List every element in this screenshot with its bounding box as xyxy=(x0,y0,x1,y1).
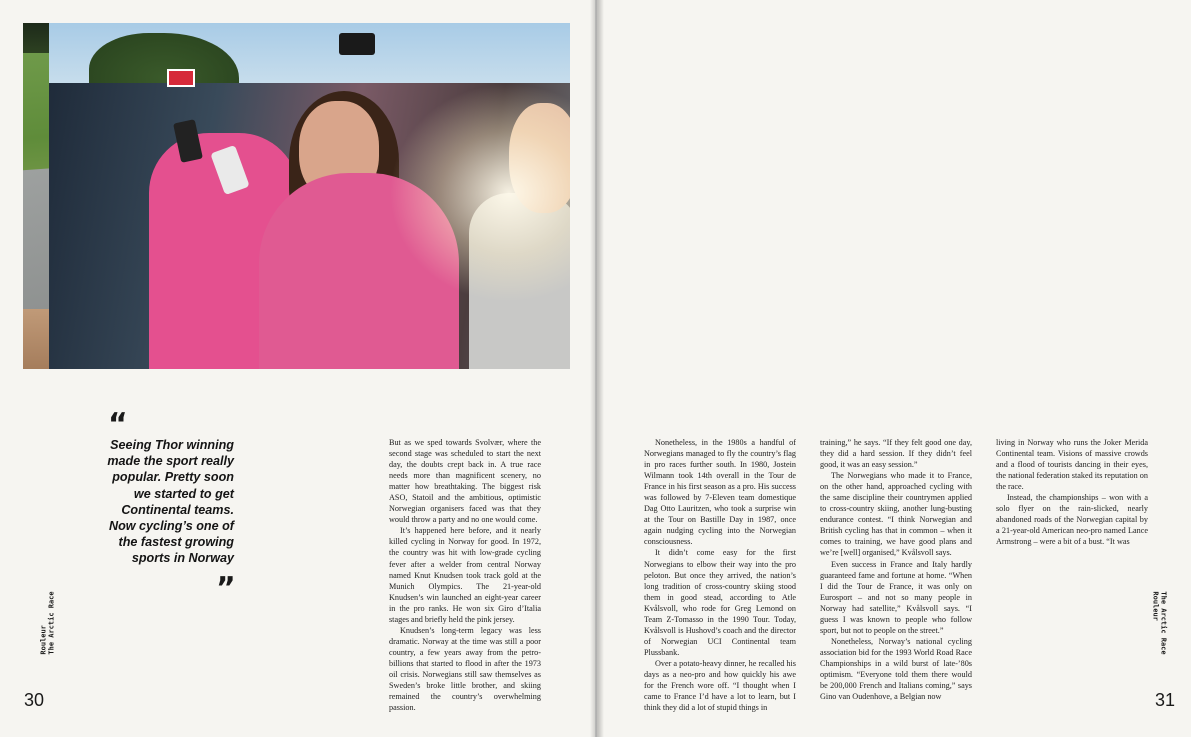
pull-quote-line: Continental teams. xyxy=(121,502,234,517)
paragraph: The Norwegians who made it to France, on the other hand, approached cycling with the same discipline their countrymen applied to cross-country skiing, another lung-busting endurance contest. “I think Norwegian and British cycling has that in common – when it comes to training, we have good plans and we’re [well] organised,” Kvålsvoll says. xyxy=(820,471,972,558)
running-head-section: The Arctic Race xyxy=(1159,591,1168,655)
body-column-2 xyxy=(644,437,796,713)
paragraph: training,” he says. “If they felt good one day, they did a hard session. If they didn’t feel good, it was an easy session.” xyxy=(820,438,972,470)
page-number-right: 31 xyxy=(1155,690,1176,710)
close-quote-mark: ” xyxy=(216,571,232,606)
running-head-left xyxy=(40,591,56,654)
pull-quote-line: we started to get xyxy=(133,486,234,501)
paragraph: Even success in France and Italy hardly guaranteed fame and fortune at home. “When I did the Tour de France, it was only on Eurosport – and not so many people in Norway had satellite,” Kvålsvoll says. “I guess I was known to people who follow sport, but not to people on the street.” xyxy=(820,559,972,635)
paragraph: But as we sped towards Svolvær, where the second stage was scheduled to start the next day, the doubts crept back in. A true race needs more than magnificent scenery, no matter how breathtaking. The biggest risk ASO, Statoil and the ambitious, optimistic Norwegian organisers faced was that they would throw a party and no one would come. xyxy=(389,438,541,525)
running-head-title: Rouleur xyxy=(1151,591,1160,621)
paragraph: Nonetheless, Norway’s national cycling association bid for the 1993 World Road Race Championships in a wild burst of late-’80s optimism. “Everyone told them there would be 200,000 French and Italians coming,” says Gino van Oudenhove, a Belgian now xyxy=(820,636,972,702)
paragraph: It didn’t come easy for the first Norwegians to elbow their way into the pro peloton. But once they arrived, the nation’s long tradition of cross-country skiing stood them in good stead, according to Atle Kvålsvoll, who rode for Greg Lemond on Team Z-Tomasso in the 1990 Tour. Today, Kvålsvoll is Hushovd’s coach and the director of Norwegian UCI Continental team Plussbank. xyxy=(644,548,796,657)
body-column-3 xyxy=(820,437,972,702)
page-number-left: 30 xyxy=(24,690,45,710)
body-column-1 xyxy=(389,437,541,713)
body-column-4 xyxy=(996,437,1148,547)
pull-quote-line: popular. Pretty soon xyxy=(112,470,234,485)
paragraph: Over a potato-heavy dinner, he recalled his days as a neo-pro and how quickly his awe for the French wore off. “I thought when I came to France I’d have a lot to learn, but I think they did a lot of stupid things in xyxy=(644,658,796,713)
open-quote-mark: “ xyxy=(108,407,124,442)
paragraph: living in Norway who runs the Joker Merida Continental team. Visions of massive crowds and a flood of tourists dancing in their eyes, the national federation staked its reputation on the race. xyxy=(996,438,1148,492)
paragraph: Instead, the championships – won with a solo flyer on the rain-slicked, nearly abandoned roads of the Norwegian capital by a 21-year-old American neo-pro named Lance Armstrong – were a bit of a bust. “It was xyxy=(996,493,1148,547)
pull-quote-line: sports in Norway xyxy=(131,551,234,566)
running-head-section: The Arctic Race xyxy=(47,591,56,655)
paragraph: Nonetheless, in the 1980s a handful of Norwegians managed to fly the country’s flag in pro races further south. In 1980, Jostein Wilmann took 14th overall in the Tour de France in his first season as a pro. His success was followed by 7-Eleven team domestique Dag Otto Lauritzen, who took a surprise win at the Tour on Bastille Day in 1987, once again nudging cycling into the Norwegian consciousness. xyxy=(644,438,796,547)
pull-quote xyxy=(90,437,234,567)
pull-quote-line: Now cycling’s one of xyxy=(108,519,234,534)
paragraph: Knudsen’s long-term legacy was less dramatic. Norway at the time was still a poor country, a few years away from the petro-billions that started to flood in after the 1973 oil crisis. Norwegians still saw themselves as Sweden’s broke little brother, and skiing remained the country’s overwhelming passion. xyxy=(389,625,541,713)
pull-quote-line: made the sport really xyxy=(107,454,234,469)
crowd-phones-photo xyxy=(49,23,570,369)
pull-quote-line: Seeing Thor winning xyxy=(110,438,234,452)
spine-gutter xyxy=(590,0,604,737)
pull-quote-line: the fastest growing xyxy=(118,535,234,550)
running-head-title: Rouleur xyxy=(39,625,48,655)
paragraph: It’s happened here before, and it nearly killed cycling in Norway for good. In 1972, the country was hit with low-grade cycling fever after a welder from central Norway named Knut Knudsen took track gold at the Munich Olympics. The 21-year-old Knudsen’s win launched an eight-year career in the pro ranks. He won six Giro d’Italia stages and briefly held the pink jersey. xyxy=(389,526,541,624)
running-head-right xyxy=(1152,591,1168,654)
